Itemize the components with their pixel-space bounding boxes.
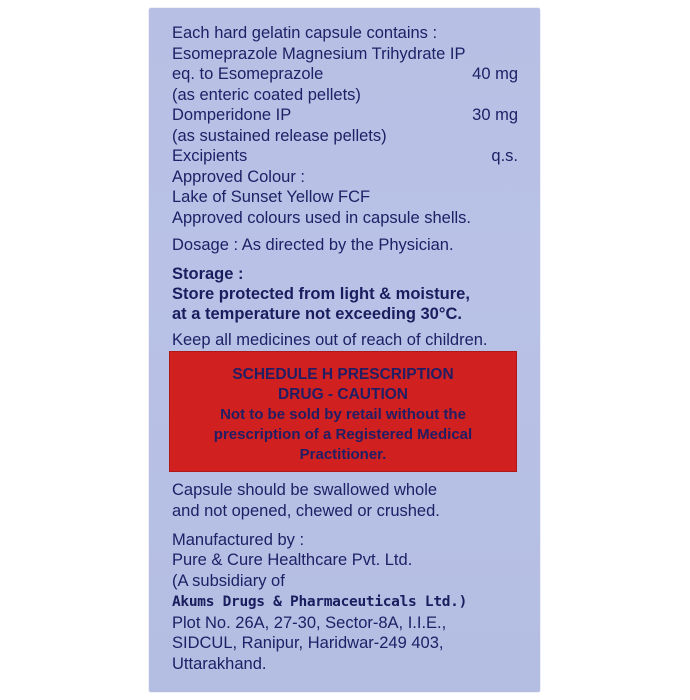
address-line-3: Uttarakhand. [172,655,267,673]
ingredient2-name: Domperidone IP [172,106,292,124]
colour-label: Approved Colour : [172,168,305,186]
swallow-line-1: Capsule should be swallowed whole [172,481,438,499]
schedule-body-line-3: Practitioner. [299,446,387,463]
ingredient1-name: Esomeprazole Magnesium Trihydrate IP [172,45,466,63]
children-warning: Keep all medicines out of reach of children. [172,331,488,349]
storage-line-1: Store protected from light & moisture, [172,285,470,303]
schedule-title-line-1: SCHEDULE H PRESCRIPTION [232,366,454,383]
composition-intro: Each hard gelatin capsule contains : [172,24,438,42]
ingredient1-equivalent-row [172,64,518,84]
colour-value: Lake of Sunset Yellow FCF [172,188,371,206]
storage-heading: Storage : [172,265,244,283]
parent-company: Akums Drugs & Pharmaceuticals Ltd.) [172,594,468,610]
ingredient1-amount: 40 mg [472,65,518,83]
excipients-label: Excipients [172,147,248,165]
storage-line-2: at a temperature not exceeding 30°C. [172,305,462,323]
manufacturer-label: Manufactured by : [172,531,305,549]
schedule-title-line-2: DRUG - CAUTION [277,386,409,403]
ingredient1-equivalent: eq. to Esomeprazole [172,65,324,83]
ingredient2-note: (as sustained release pellets) [172,127,387,145]
swallow-line-2: and not opened, chewed or crushed. [172,502,440,520]
ingredient2-row [172,105,518,125]
schedule-h-warning-box [169,351,517,472]
ingredient2-amount: 30 mg [472,106,518,124]
subsidiary-prefix: (A subsidiary of [172,572,285,590]
excipients-amount: q.s. [491,147,518,165]
dosage-text: Dosage : As directed by the Physician. [172,236,454,254]
shell-colours-note: Approved colours used in capsule shells. [172,209,472,227]
schedule-body-line-2: prescription of a Registered Medical [213,426,473,443]
excipients-row [172,146,518,166]
medicine-carton-panel [149,8,540,692]
ingredient1-note: (as enteric coated pellets) [172,86,361,104]
address-line-2: SIDCUL, Ranipur, Haridwar-249 403, [172,634,444,652]
schedule-body-line-1: Not to be sold by retail without the [220,406,466,423]
manufacturer-name: Pure & Cure Healthcare Pvt. Ltd. [172,551,413,569]
address-line-1: Plot No. 26A, 27-30, Sector-8A, I.I.E., [172,614,447,632]
